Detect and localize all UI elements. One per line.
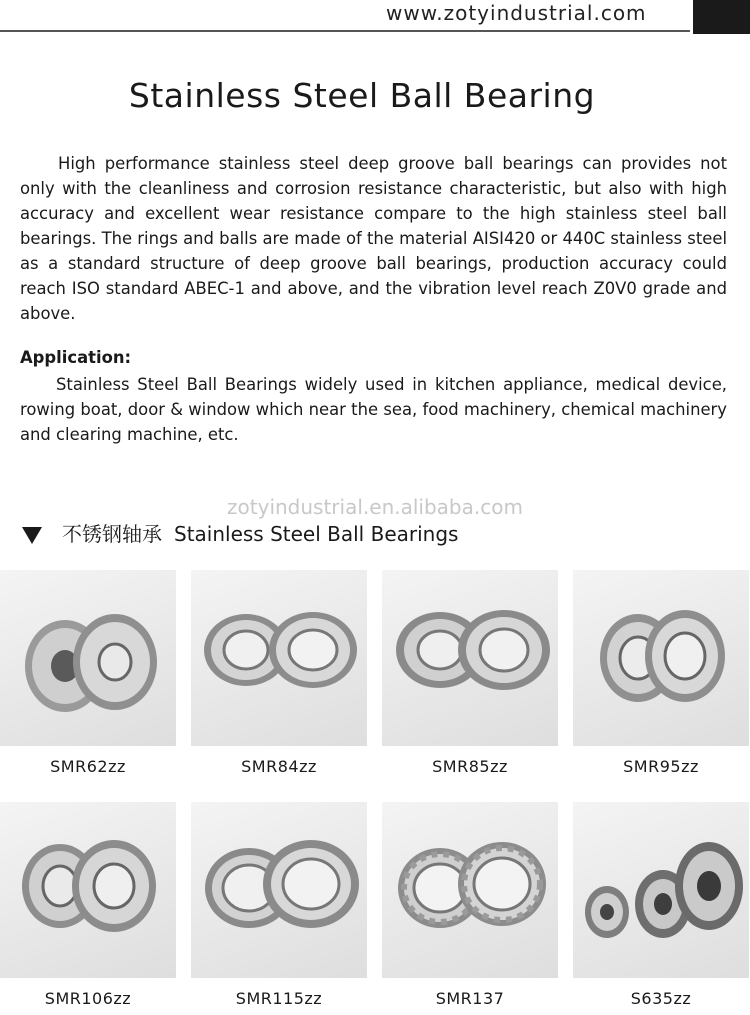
product-image (382, 570, 558, 746)
product-image (191, 802, 367, 978)
product-name: SMR137 (435, 989, 505, 1008)
product-card[interactable] (573, 570, 749, 776)
product-name: SMR106zz (44, 989, 132, 1008)
product-card[interactable] (191, 570, 367, 776)
product-card[interactable] (382, 570, 558, 776)
product-image (191, 570, 367, 746)
product-card[interactable] (573, 802, 749, 1008)
product-name: SMR62zz (50, 757, 126, 776)
product-name: SMR95zz (623, 757, 699, 776)
product-card[interactable] (0, 802, 176, 1008)
application-paragraph: Stainless Steel Ball Bearings widely used in kitchen appliance, medical device, rowing boat, door & window which near the sea, food machinery, chemical machinery and clearing machine, etc. (20, 375, 727, 444)
product-image (0, 802, 176, 978)
product-image (573, 802, 749, 978)
product-name: SMR85zz (432, 757, 508, 776)
triangle-down-icon (22, 527, 42, 544)
header-rule (0, 30, 690, 32)
product-card[interactable] (191, 802, 367, 1008)
product-name: SMR84zz (241, 757, 317, 776)
product-image (573, 570, 749, 746)
watermark: zotyindustrial.en.alibaba.com (227, 495, 523, 519)
product-name: S635zz (630, 989, 692, 1008)
product-image (382, 802, 558, 978)
product-card[interactable] (382, 802, 558, 1008)
product-name: SMR115zz (235, 989, 323, 1008)
intro-paragraph: High performance stainless steel deep groove ball bearings can provides not only with the cleanliness and corrosion resistance characteristic, but also with high accuracy and excellent wear resistance compare to the high stainless steel ball bearings. The rings and balls are made of the material AISI420 or 440C stainless steel as a standard structure of deep groove ball bearings, production accuracy could reach ISO standard ABEC-1 and above, and the vibration level reach Z0V0 grade and above. (20, 154, 727, 323)
section-title-zh: 不锈钢轴承 (62, 522, 162, 546)
header-block (693, 0, 750, 34)
product-card[interactable] (0, 570, 176, 776)
header-url[interactable]: www.zotyindustrial.com (386, 1, 647, 25)
page-title: Stainless Steel Ball Bearing (128, 76, 596, 115)
section-title-en: Stainless Steel Ball Bearings (174, 522, 459, 546)
header-bar (0, 0, 750, 40)
application-heading: Application: (20, 348, 132, 367)
product-image (0, 570, 176, 746)
section-title (22, 518, 458, 547)
